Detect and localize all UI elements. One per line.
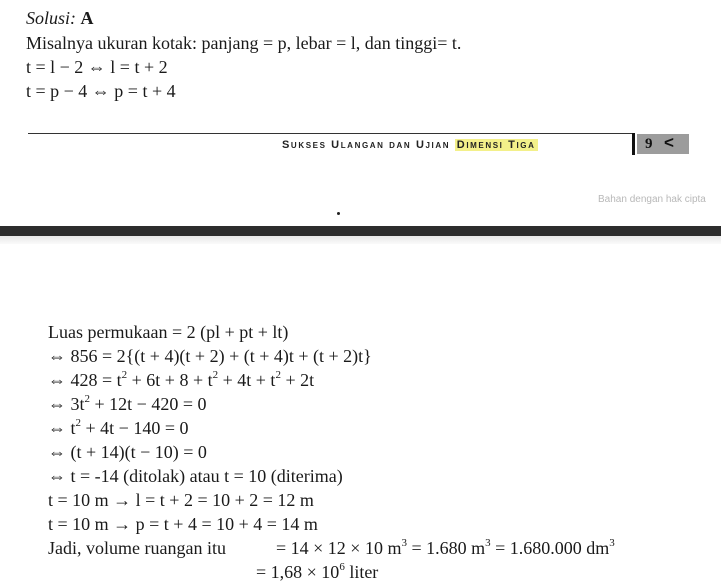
step-expand: ⇔ $428 = t^2 + 6t + 8 + t^2 + 4t + t^2 + 2t$ (48, 369, 315, 390)
volume-result: = 14 × 12 × 10 $m^3 = 1.680$ $m^3 = 1.680.000$ $dm^3$ (276, 537, 615, 558)
copyright-watermark: Bahan dengan hak cipta (598, 194, 706, 205)
screenshot-separator (0, 226, 721, 236)
height-length-relation: t = p − 4 ⇔ p = t + 4 (26, 81, 176, 101)
volume-in-liters: = $1,68 \times 10^6$ liter (256, 561, 379, 582)
length-result: t = 10 m → p = t + 4 = 10 + 4 = 14 m (48, 514, 318, 534)
speck-dot (337, 212, 340, 215)
solusi-answer: A (80, 8, 94, 28)
step-simplify: ⇔ $t^2 + 4t - 140 = 0$ (48, 417, 189, 438)
step-combine: ⇔ $3t^2 + 12t - 420 = 0$ (48, 393, 207, 414)
separator-shadow (0, 236, 721, 244)
surface-area-formula: Luas permukaan = 2 (pl + pt + lt) (48, 322, 289, 342)
page-number: 9 (645, 136, 653, 152)
solusi-label: Solusi: (26, 8, 77, 28)
book-title: Sukses Ulangan dan Ujian (282, 139, 451, 151)
dimension-definition: Misalnya ukuran kotak: panjang = p, lebar = l, dan tinggi= t. (26, 33, 462, 53)
page-arrow-icon: < (664, 133, 674, 152)
step-roots: ⇔ t = -14 (ditolak) atau t = 10 (diterima) (48, 466, 343, 486)
step-factor: ⇔ (t + 14)(t − 10) = 0 (48, 442, 207, 462)
solusi-heading (26, 7, 94, 29)
footer-rule (28, 133, 632, 134)
page-footer (282, 139, 538, 151)
height-width-relation: t = l − 2 ⇔ l = t + 2 (26, 57, 168, 77)
volume-conclusion-label: Jadi, volume ruangan itu (48, 538, 226, 558)
page-marker-bar (632, 133, 635, 155)
chapter-title: Dimensi Tiga (456, 139, 536, 151)
step-substitute: ⇔ 856 = 2{(t + 4)(t + 2) + (t + 4)t + (t + 2)t} (48, 346, 372, 366)
width-result: t = 10 m → l = t + 2 = 10 + 2 = 12 m (48, 490, 314, 510)
